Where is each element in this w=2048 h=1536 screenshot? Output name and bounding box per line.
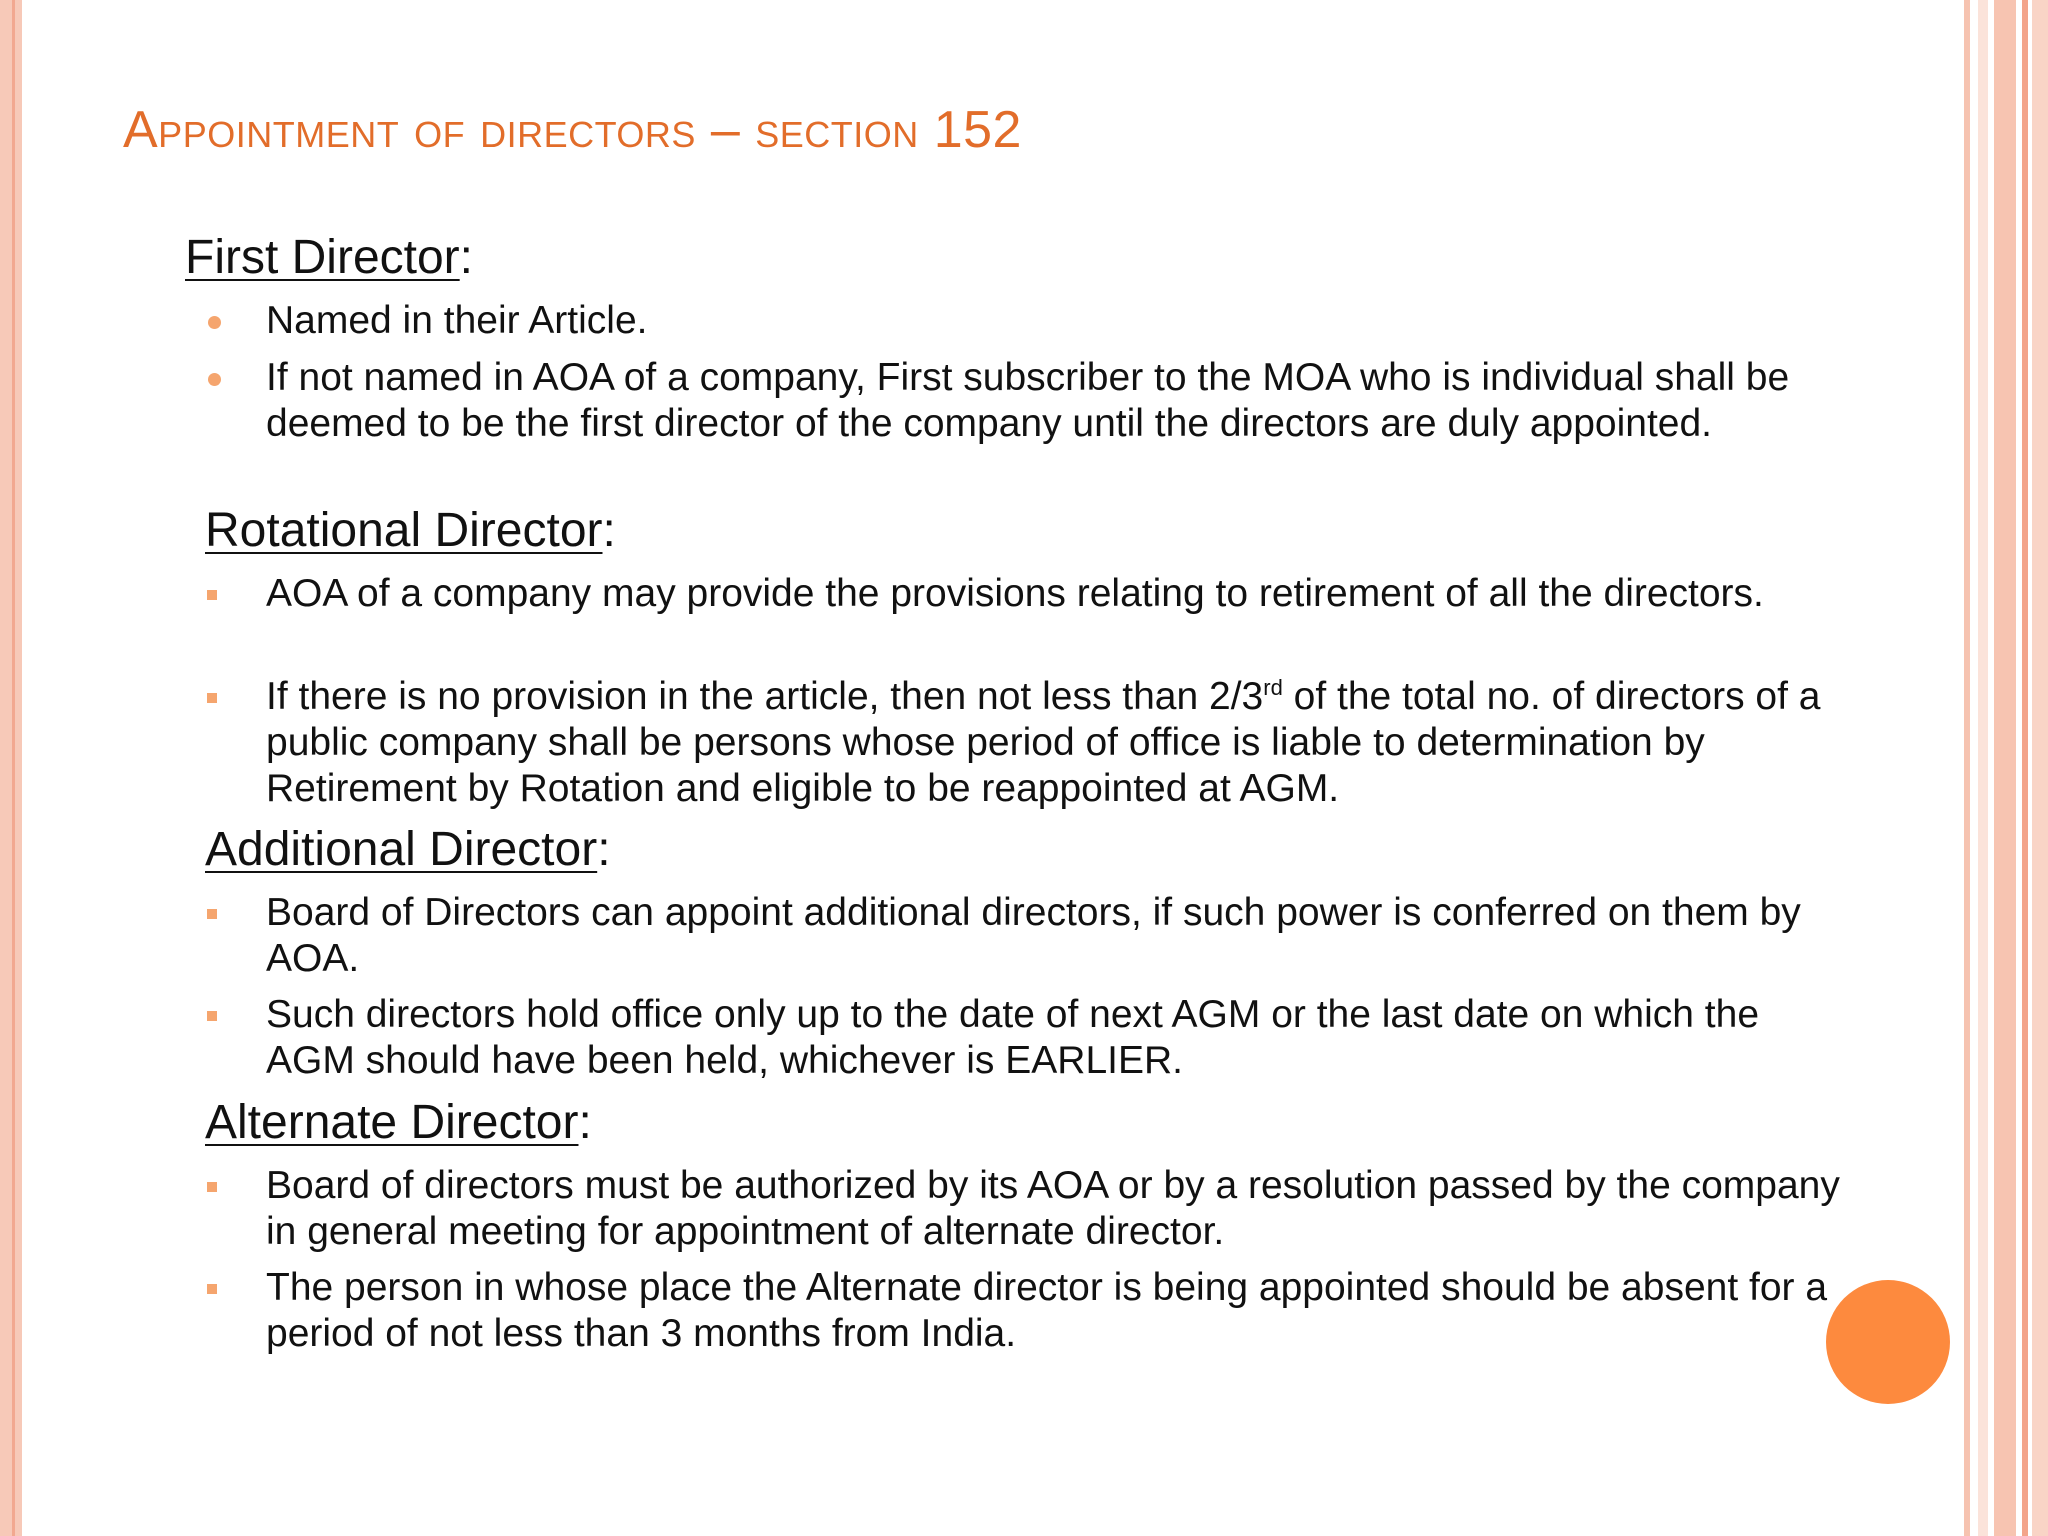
bullet-square-icon xyxy=(207,1284,217,1294)
decorative-orange-circle xyxy=(1826,1280,1950,1404)
heading-text: Alternate Director xyxy=(205,1096,579,1149)
bullet-text: Named in their Article. xyxy=(266,299,648,342)
bullet-text-with-superscript: If there is no provision in the article, then not less than 2/3rd of the total no. of directors of a public company shall be persons whose period of office is liable to determination by Retirement by Rotation and eligible to be reappointed at AGM. xyxy=(266,675,1821,810)
bullet-square-icon xyxy=(207,909,217,919)
bullet-text: AOA of a company may provide the provisions relating to retirement of all the directors. xyxy=(266,572,1764,615)
bullet-square-icon xyxy=(207,1182,217,1192)
heading-text: Additional Director xyxy=(205,823,598,876)
heading-text: First Director xyxy=(185,231,460,284)
bullet-text: Board of Directors can appoint additional directors, if such power is conferred on them by AOA. xyxy=(266,891,1801,980)
bullet-text: Such directors hold office only up to the date of next AGM or the last date on which the AGM should have been held, whichever is EARLIER. xyxy=(266,993,1760,1082)
bullet-text: If not named in AOA of a company, First subscriber to the MOA who is individual shall be deemed to be the first director of the company until the directors are duly appointed. xyxy=(266,356,1790,445)
bullet-square-icon xyxy=(207,1011,217,1021)
bullet-square-icon xyxy=(207,590,217,600)
bullet-text: Board of directors must be authorized by its AOA or by a resolution passed by the company in general meeting for appointment of alternate director. xyxy=(266,1164,1840,1253)
heading-additional-director: Additional Director: xyxy=(205,823,611,876)
bullet-text: The person in whose place the Alternate director is being appointed should be absent for a period of not less than 3 months from India. xyxy=(266,1266,1828,1355)
heading-alternate-director: Alternate Director: xyxy=(205,1096,592,1149)
heading-first-director: First Director: xyxy=(185,231,474,284)
heading-rotational-director: Rotational Director: xyxy=(205,504,616,557)
bullet-circle-icon xyxy=(208,373,221,386)
bullet-circle-icon xyxy=(208,316,221,329)
heading-text: Rotational Director xyxy=(205,504,603,557)
slide-title: Appointment of directors – section 152 xyxy=(123,101,1022,159)
bullet-square-icon xyxy=(207,693,217,703)
